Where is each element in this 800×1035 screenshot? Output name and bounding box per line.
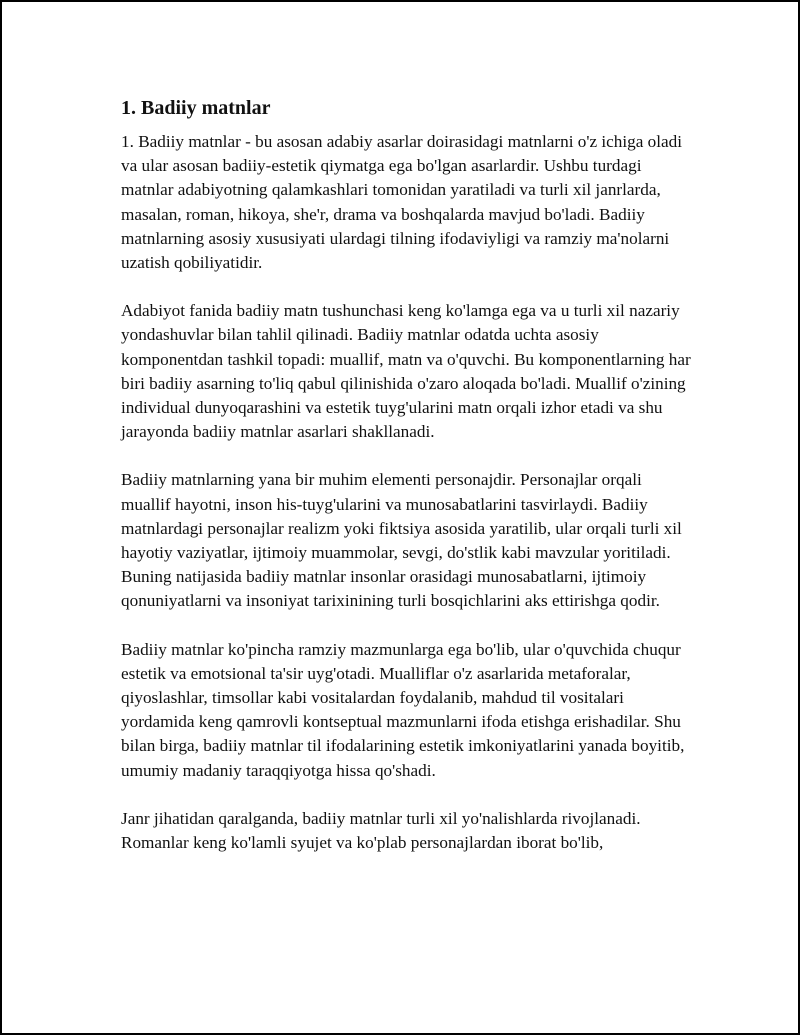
paragraph-5: Janr jihatidan qaralganda, badiiy matnlar turli xil yo'nalishlarda rivojlanadi. Romanlar keng ko'lamli syujet va ko'plab personajlardan iborat bo'lib,	[121, 808, 641, 853]
paragraph-3: Badiiy matnlarning yana bir muhim elementi personajdir. Personajlar orqali muallif hayotni, inson his-tuyg'ularini va munosabatlarini tasvirlaydi. Badiiy matnlardagi personajlar realizm yoki fiktsiya asosida yaratilib, ular orqali turli xil hayotiy vaziyatlar, ijtimoiy muammolar, sevgi, do'stlik kabi mavzular yoritiladi. Buning natijasida badiiy matnlar insonlar orasidagi munosabatlarni, ijtimoiy qonuniyatlarni va insoniyat tarixinining turli bosqichlarini aks ettirishga qodir.	[121, 470, 682, 611]
document-body	[121, 94, 691, 879]
paragraph-2: Adabiyot fanida badiiy matn tushunchasi keng ko'lamga ega va u turli xil nazariy yondashuvlar bilan tahlil qilinadi. Badiiy matnlar odatda uchta asosiy komponentdan tashkil topadi: muallif, matn va o'quvchi. Bu komponentlarning har biri badiiy asarning to'liq qabul qilinishida o'zaro aloqada bo'ladi. Muallif o'zining individual dunyoqarashini va estetik tuyg'ularini matn orqali izhor etadi va shu jarayonda badiiy matnlar asarlari shakllanadi.	[121, 301, 691, 442]
paragraph-1: 1. Badiiy matnlar - bu asosan adabiy asarlar doirasidagi matnlarni o'z ichiga oladi va ular asosan badiiy-estetik qiymatga ega bo'lgan asarlardir. Ushbu turdagi matnlar adabiyotning qalamkashlari tomonidan yaratiladi va turli xil janrlarda, masalan, roman, hikoya, she'r, drama va boshqalarda mavjud bo'ladi. Badiiy matnlarning asosiy xususiyati ulardagi tilning ifodaviyligi va ramziy ma'nolarni uzatish qobiliyatidir.	[121, 132, 683, 273]
paragraph-4: Badiiy matnlar ko'pincha ramziy mazmunlarga ega bo'lib, ular o'quvchida chuqur estetik va emotsional ta'sir uyg'otadi. Mualliflar o'z asarlarida metaforalar, qiyoslashlar, timsollar kabi vositalardan foydalanib, mahdud til vositalari yordamida keng qamrovli kontseptual mazmunlarni ifoda etishga erishadilar. Shu bilan birga, badiiy matnlar til ifodalarining estetik imkoniyatlarini yanada boyitib, umumiy madaniy taraqqiyotga hissa qo'shadi.	[121, 639, 685, 780]
section-heading: 1. Badiiy matnlar	[121, 97, 271, 119]
